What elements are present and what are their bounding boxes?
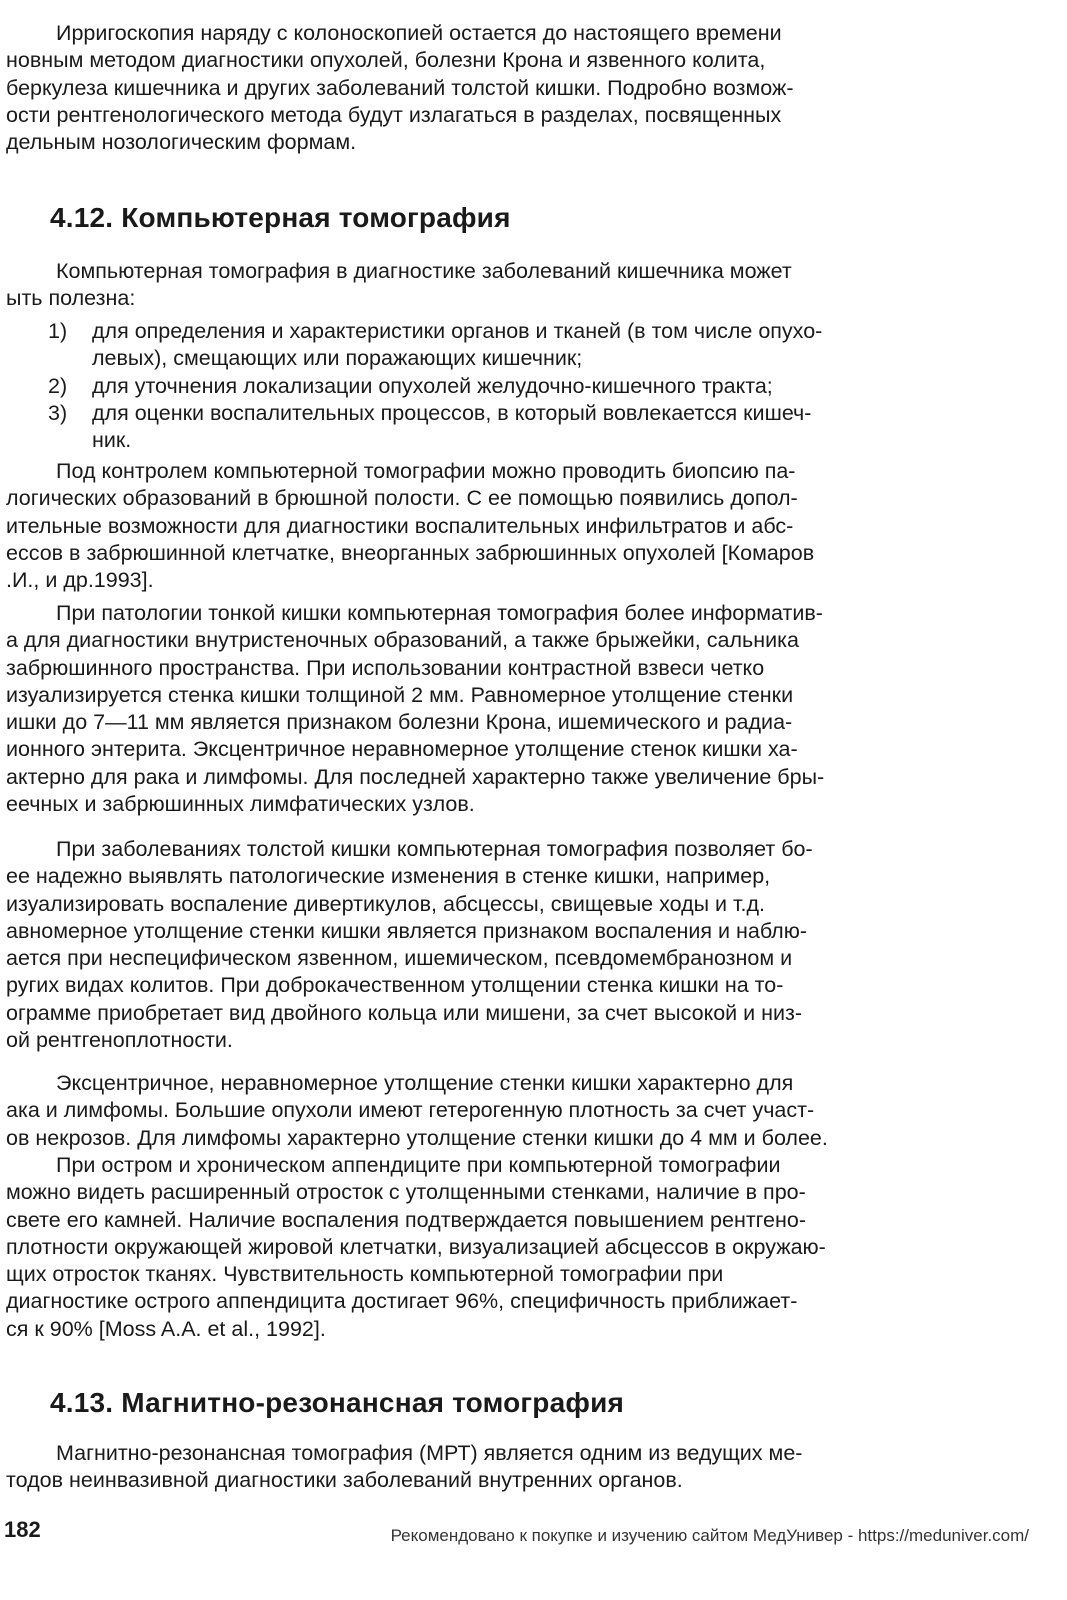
text-line: изуализировать воспаление дивертикулов, абсцессы, свищевые ходы и т.д. <box>6 891 765 916</box>
text-line: При остром и хроническом аппендиците при компьютерной томографии <box>56 1153 781 1177</box>
section-heading-4-12: 4.12. Компьютерная томография <box>50 202 511 233</box>
page-number: 182 <box>4 1517 41 1542</box>
text-line: ее надежно выявлять патологические изменения в стенке кишки, например, <box>6 864 771 889</box>
paragraph-eccentric <box>6 1070 1022 1152</box>
numbered-list <box>48 318 1023 454</box>
text-line: щих отросток тканях. Чувствительность компьютерной томографии при <box>6 1262 724 1287</box>
text-line: ости рентгенологического метода будут излагаться в разделах, посвященных <box>6 102 782 127</box>
text-line: еечных и забрюшинных лимфатических узлов. <box>6 792 475 817</box>
text-line: Магнитно-резонансная томография (МРТ) является одним из ведущих ме- <box>56 1441 803 1465</box>
paragraph-mrt <box>6 1440 1022 1495</box>
section-heading-4-13: 4.13. Магнитно-резонансная томография <box>50 1387 625 1418</box>
text-line: .И., и др.1993]. <box>6 568 154 593</box>
text-line: логических образований в брюшной полости. С ее помощью появились допол- <box>6 486 798 511</box>
text-line: ается при неспецифическом язвенном, ишемическом, псевдомембранозном и <box>6 946 793 971</box>
list-item <box>48 373 1023 400</box>
paragraph-biopsy <box>6 458 1022 594</box>
text-line: При заболеваниях толстой кишки компьютерная томография позволяет бо- <box>56 837 813 861</box>
list-number: 3) <box>48 400 68 425</box>
list-number: 1) <box>48 319 68 343</box>
text-line: ограмме приобретает вид двойного кольца или мишени, за счет высокой и низ- <box>6 1000 803 1025</box>
text-line: диагностике острого аппендицита достигает 96%, специфичность приближает- <box>6 1289 798 1314</box>
text-line: ой рентгеноплотности. <box>6 1028 233 1053</box>
paragraph-small-intestine <box>6 600 1022 818</box>
text-line: тодов неинвазивной диагностики заболеваний внутренних органов. <box>6 1468 683 1493</box>
text-line: ительные возможности для диагностики воспалительных инфильтратов и абс- <box>6 513 794 538</box>
text-line: для уточнения локализации опухолей желудочно-кишечного тракта; <box>92 373 773 398</box>
text-line: ыть полезна: <box>6 286 136 311</box>
text-line: плотности окружающей жировой клетчатки, визуализацией абсцессов в окружаю- <box>6 1234 826 1259</box>
text-line: ся к 90% [Moss A.A. et al., 1992]. <box>6 1316 326 1341</box>
text-line: Ирригоскопия наряду с колоноскопией остается до настоящего времени <box>56 21 782 45</box>
text-line: ессов в забрюшинной клетчатке, внеорганных забрюшинных опухолей [Комаров <box>6 540 815 565</box>
text-line: Эксцентричное, неравномерное утолщение стенки кишки характерно для <box>56 1071 794 1095</box>
text-line: Компьютерная томография в диагностике заболеваний кишечника может <box>56 259 792 283</box>
paragraph-appendicitis <box>6 1152 1022 1343</box>
text-line: беркулеза кишечника и других заболеваний толстой кишки. Подробно возмож- <box>6 75 794 100</box>
list-number: 2) <box>48 373 68 398</box>
text-line: ник. <box>92 428 132 453</box>
text-line: левых), смещающих или поражающих кишечник; <box>92 346 583 371</box>
text-line: ионного энтерита. Эксцентричное неравномерное утолщение стенок кишки ха- <box>6 737 798 762</box>
list-item <box>48 400 1023 455</box>
text-line: забрюшинного пространства. При использовании контрастной взвеси четко <box>6 655 765 680</box>
text-line: Под контролем компьютерной томографии можно проводить биопсию па- <box>56 459 796 483</box>
text-line: можно видеть расширенный отросток с утолщенными стенками, наличие в про- <box>6 1180 806 1205</box>
text-line: ака и лимфомы. Большие опухоли имеют гетерогенную плотность за счет участ- <box>6 1098 815 1123</box>
paragraph-intro <box>6 20 1022 156</box>
text-line: изуализируется стенка кишки толщиной 2 мм. Равномерное утолщение стенки <box>6 682 794 707</box>
text-line: ишки до 7—11 мм является признаком болезни Крона, ишемического и радиа- <box>6 710 793 735</box>
text-line: свете его камней. Наличие воспаления подтверждается повышением рентгено- <box>6 1207 806 1232</box>
text-line: При патологии тонкой кишки компьютерная томография более информатив- <box>56 601 823 625</box>
text-line: для оценки воспалительных процессов, в который вовлекаетсся кишеч- <box>92 400 812 425</box>
footer-note: Рекомендовано к покупке и изучению сайтом МедУнивер - https://meduniver.com/ <box>390 1526 1029 1545</box>
paragraph-ct-intro <box>6 258 1022 313</box>
text-line: ов некрозов. Для лимфомы характерно утолщение стенки кишки до 4 мм и более. <box>6 1125 828 1150</box>
text-line: новным методом диагностики опухолей, болезни Крона и язвенного колита, <box>6 48 766 73</box>
text-line: актерно для рака и лимфомы. Для последней характерно также увеличение бры- <box>6 764 825 789</box>
text-line: а для диагностики внутристеночных образований, а также брыжейки, сальника <box>6 628 799 653</box>
text-line: ругих видах колитов. При доброкачественном утолщении стенка кишки на то- <box>6 973 784 998</box>
paragraph-large-intestine <box>6 836 1022 1054</box>
text-line: дельным нозологическим формам. <box>6 130 357 155</box>
text-line: авномерное утолщение стенки кишки является признаком воспаления и наблю- <box>6 918 808 943</box>
text-line: для определения и характеристики органов и тканей (в том числе опухо- <box>92 319 823 343</box>
list-item <box>48 318 1023 373</box>
